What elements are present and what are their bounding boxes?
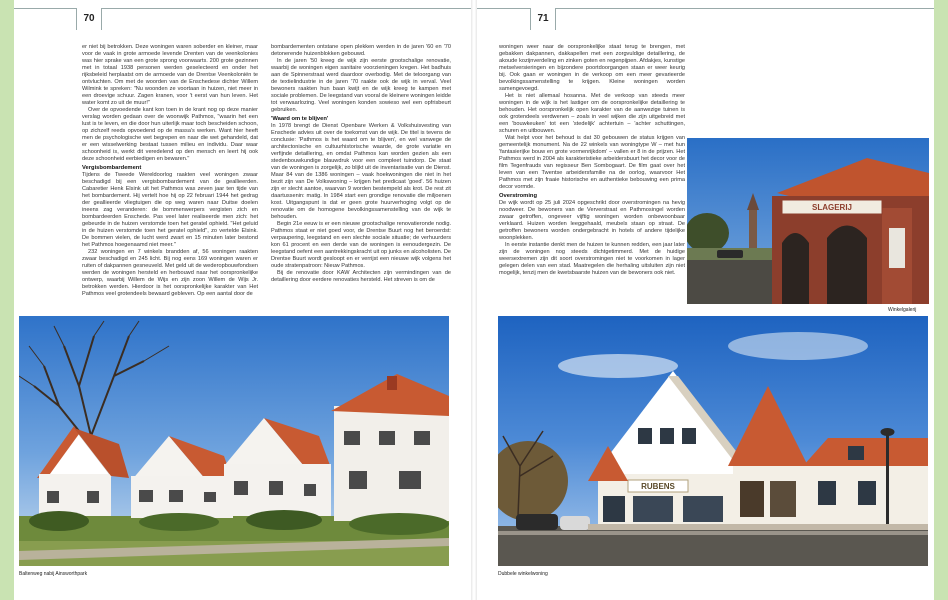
shop-illustration <box>498 316 928 566</box>
paragraph: In eerste instantie denkt men de huizen te kunnen redden, een jaar later zijn de woningen nog steeds dichtgetimmerd. Met de huidige weersextremen zijn dit soort overstromingen niet te voorkomen in lager gelegen delen van een stad. Maatregelen die herhaling uitsluiten zijn niet mogelijk, tenzij men de kwetsbaarste huizen van de bewoners ook niet. <box>499 242 685 276</box>
paragraph: De wijk wordt op 25 juli 2024 opgeschrikt door overstromingen na hevig noodweer. De bewoners van de Ververstraat en Pathmosingel worden zwaar getroffen, ongeveer vijftig woningen worden onbewoonbaar verklaard. Huizen worden leeggehaald, meubels staan op straat. De getroffen bewoners worden ondergebracht in hotels of andere tijdelijke woonplekken. <box>499 200 685 241</box>
left-side-strip <box>0 0 14 600</box>
photo-caption-top-right: Winkelgalerij <box>888 307 917 313</box>
spread-gutter <box>471 0 477 600</box>
left-column-1 <box>82 44 258 312</box>
houses-illustration <box>19 316 449 566</box>
gallery-illustration <box>687 138 929 304</box>
photo-dubbele-winkelwoning <box>498 316 928 566</box>
paragraph: In de jaren '50 kreeg de wijk zijn eerste grootschalige renovatie, waarbij de woningen eigen sanitaire voorzieningen kregen. Het badhuis aan de Spinnerstraat werd daardoor overbodig. Met de teloorgang van de textielindustrie in de jaren '70 raakte ook de wijk in verval. Veel bewoners raakten hun baan kwijt en de wijk kreeg te kampen met sociale problemen. De leegstand van vooral de kleinere woningen leidde tot verwaarlozing. Veel woningen konden sowieso wel een opfrisbeurt gebruiken. <box>271 58 451 113</box>
section-heading: 'Waard om te blijven' <box>271 116 329 122</box>
section-heading: Overstroming <box>499 193 538 199</box>
paragraph: Wat helpt voor het behoud is dat 30 gebouwen de status krijgen van gemeentelijk monument. Na de 22 winkels van woningtype W – met hun 'fantasierijke bouw en grote vormenrijkdom' – vallen er 8 in de prijzen. Het Pathmos werd in 2004 als karakteristieke arbeidersbuurt het decor voor de film Tegenfrauds van regisseur Ben Sombogaart. De film gaat over het leven van een Twentse arbeidersfamilie na de oorlog, waarvoor Het Pathmos met zijn fraaie historische en authentieke bebouwing een prima decor vormde. <box>499 135 685 190</box>
photo-caption-bottom-right: Dubbele winkelwoning <box>498 571 548 577</box>
page-number-right: 71 <box>530 8 556 30</box>
paragraph: Tijdens de Tweede Wereldoorlog raakten veel woningen zwaar beschadigd bij een vergisbombardement van de geallieerden. Cabaretier Henk Elsink uit het Pathmos was zeven jaar ten tijde van het bombardement. Hij vertelt hoe hij op 22 februari 1944 het gedrag der geallieerde vliegtuigen die op weg waren naar Duitse doelen ineens zag veranderen: de bommenwerpers vergisten zich en bombardeerden Enschede. Pas veel later realiseerde men zich: het gebeurde in de huizen verstomde toen het geratel ophield. "Het geluid in de huizen verstomde toen het geratel ophield", zo vertelde Elsink. De bommen vielen, de lucht werd zwart en 15 minuten later bestond het Pathmos hoegenaamd niet meer." <box>82 172 258 248</box>
paragraph: woningen weer naar de oorspronkelijke staat terug te brengen, met gebakken dakpannen, dakkapellen met een zorgvuldige detaillering, de akoude kozijnverdeling en zinken goten en regenpijpen. Afdakjes, kunstige metselversieringen en bijzondere poortdoorgangen staan er weer keurig bij. Ook gaan er woningen in de verkoop om een meer gevarieerde bevolkingssamenstelling te krijgen. Kleine woningen worden samengevoegd. <box>499 44 685 92</box>
paragraph: Begin 21e eeuw is er een nieuwe grootschalige renovatieronde nodig. Pathmos staat er niet goed voor, de Drentse Buurt nog het beroerdst: verpaupering, leegstand en een slechte sociale situatie; de verhuurders kon 61 procent en een derde van de woningen is eenoudergezin. De leegstand oefent een aantrekkingskracht uit op junks en alcoholisten. De Drentse Buurt wordt gesloopt en er verrijst een nieuwe wijk volgens het oude stratenpatroon: Nieuw Pathmos. <box>271 221 451 269</box>
paragraph: bombardementen ontstane open plekken werden in de jaren '60 en '70 detonerende huizenblokken gebouwd. <box>271 44 451 57</box>
right-side-strip <box>934 0 948 600</box>
page-number-left: 70 <box>76 8 102 30</box>
slagerij-sign: SLAGERIJ <box>811 203 853 212</box>
section-heading: Vergisbombardement <box>82 165 142 171</box>
right-column-1 <box>499 44 685 310</box>
left-column-2 <box>271 44 451 312</box>
photo-caption-left: Baltenweg nabij Ainsworthpark <box>19 571 88 577</box>
paragraph: Over de opvoedende kant kon toen in de krant nog op deze manier verslag worden gedaan over de woonwijk Pathmos, "waarin het een lust is te leven, en die door hun uiterlijk maar toch bescheiden schoon, op zichzelf reeds opvoedend op de massa's werken. Want hier heeft men de psychologische wet begrepen en naar die wet gehandeld, dat er een wisselwerking bestaat tussen milieu en individu. Daar waar schoonheid is, werkt dit veredelend op den mensch en leert hij ook deze schoonheid eerbiedigen en bewaren." <box>82 107 258 162</box>
shop-sign: RUBENS <box>641 482 675 491</box>
paragraph: Bij de renovatie door KAW Architecten zijn vermindingen van de detaillering door eerdere renovaties hersteld. Het streven is om de <box>271 270 451 283</box>
paragraph: 232 woningen en 7 winkels brandden af, 56 woningen raakten zwaar beschadigd en 245 licht. Bij nog eens 169 woningen waren er ruiten of dakpannen gesneuveld. Met geld uit de wederopbouwfondsen werden de woningen hersteld en herbouwd naar het oorspronkelijke ontwerp, waarbij Willem de Wijs en zijn zoon Willem de Wijs Jr. betrokken werden. Hierdoor is het oorspronkelijke karakter van Het Pathmos veel grotendeels bewaard gebleven. Op een aantal door de <box>82 249 258 297</box>
paragraph: In 1978 brengt de Dienst Openbare Werken & Volkshuisvesting van Enschede advies uit over de toekomst van de wijk. De titel is tevens de conclusie: 'Pathmos is het waard om te blijven', en wel vanwege de architectonische en cultuurhistorische waarde, de grote variatie en verfijnde detaillering, en omdat Pathmos kan worden gezien als een stedenbouwkundige blauwdruk voor een compleet tuindorp. De staat van de woningen is zorgelijk, zo blijkt uit de inventarisatie van de Dienst. Maar 84 van de 1386 woningen – vaak hoekwoningen die niet in het bezit zijn van De Volkswoning – krijgen het predicaat 'goed'. 56 huizen zijn er slecht aantoe, waarvan 9 worden bestempeld als krot. De rest zit daartussenin: matig. In 1984 start een grondige renovatie die miljoenen kost. Uitgangspunt is dat er geen grote huurverhoging volgt op de renovatie om de homogene bevolkingssamenstelling van de wijk te behouden. <box>271 123 451 220</box>
photo-winkelgalerij <box>687 138 929 304</box>
paragraph: er niet bij betrokken. Deze woningen waren soberder en kleiner, maar voor de vaak in grote armoede levende Drenten van de veenkolonies was hier sprake van een grote sprong voorwaarts. 200 grote gezinnen met in totaal 1938 personen werden geselecteerd en onder het rijksbeleid herplaatst om de armoede van de Drentse Veenkoloniën te ontvluchten. Om met de woorden van de Enschedese dichter Willem Wilmink te spreken: "Nu woonden ze voortaan in huizen, niet meer in een droevige schuur. Zagen kranen, voor 't eerst van hun leven. Het water komt zo uit de muur!" <box>82 44 258 106</box>
paragraph: Het is niet allemaal hosanna. Met de verkoop van steeds meer woningen in de wijk is het lastiger om de oorspronkelijke detaillering te behouden. Het oorspronkelijk open karakter van de aanwezige tuinen is ook grotendeels verdwenen – zoals in veel wijken die zijn uitgebreid met een 'bouwkeuken' tot een 'stedelijk' achtertuin – 'achter schuttingen, schuren en uitbouwen. <box>499 93 685 134</box>
photo-baltenweg-houses <box>19 316 449 566</box>
